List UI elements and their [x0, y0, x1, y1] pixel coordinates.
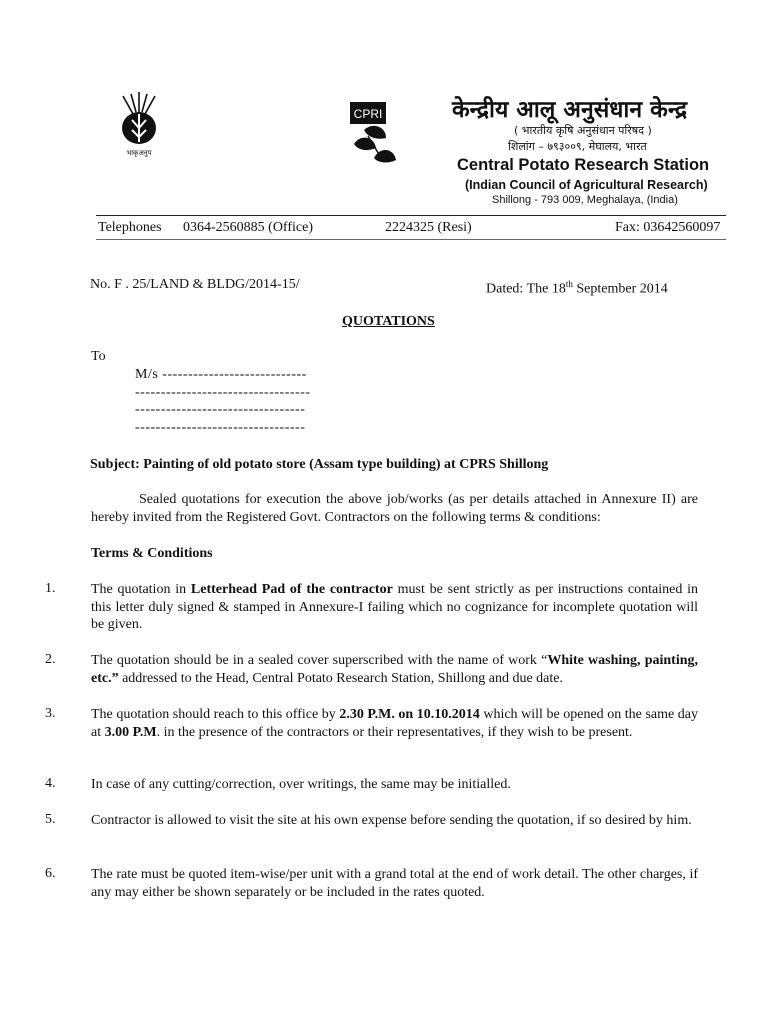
- letter-date: Dated: The 18th September 2014: [486, 279, 668, 297]
- reference-number: No. F . 25/LAND & BLDG/2014-15/: [90, 277, 300, 292]
- icar-logo-caption: भाकृअनुप: [126, 149, 152, 157]
- term-text: Contractor is allowed to visit the site at his own expense before sending the quotation, if so desired by him.: [91, 813, 692, 828]
- term-number: 1.: [45, 581, 56, 596]
- header-rule-bottom: [96, 239, 726, 240]
- subject-line: Subject: Painting of old potato store (Assam type building) at CPRS Shillong: [90, 457, 549, 472]
- intro-paragraph: Sealed quotations for execution the above job/works (as per details attached in Annexure II) are hereby invited from the Registered Govt. Contractors on the following terms & conditions:: [91, 492, 698, 525]
- hindi-address: शिलांग – ७९३००९, मेघालय, भारत: [508, 140, 647, 153]
- icar-logo: [103, 92, 175, 164]
- term-text: The quotation should be in a sealed cover superscribed with the name of work “White washing, painting, etc.” addressed to the Head, Central Potato Research Station, Shillong and due date.: [91, 653, 699, 686]
- terms-heading: Terms & Conditions: [91, 546, 213, 561]
- hindi-title: केन्द्रीय आलू अनुसंधान केन्द्र: [452, 97, 688, 123]
- cpri-logo-text: CPRI: [353, 107, 383, 121]
- term-text: The rate must be quoted item-wise/per unit with a grand total at the end of work detail. The other charges, if any may either be shown separately or be included in the rates quoted.: [91, 867, 698, 900]
- cpri-logo: [346, 100, 408, 168]
- page-heading: QUOTATIONS: [342, 314, 435, 329]
- station-subtitle: (Indian Council of Agricultural Research): [465, 178, 708, 192]
- term-text: The quotation in Letterhead Pad of the contractor must be sent strictly as per instructions contained in this letter duly signed & stamped in Annexure-I failing which no cognizance for incomplete quotation will be given.: [91, 582, 698, 632]
- term-number: 2.: [45, 652, 56, 667]
- to-label: To: [91, 349, 106, 364]
- telephones-label: Telephones: [98, 220, 162, 235]
- term-text: The quotation should reach to this office by 2.30 P.M. on 10.10.2014 which will be opened on the same day at 3.00 P.M. in the presence of the contractors or their representatives, if they wish to be present.: [91, 707, 699, 740]
- office-phone: 0364-2560885 (Office): [183, 220, 313, 235]
- address-line: ----------------------------------: [135, 385, 311, 400]
- hindi-subtitle: ( भारतीय कृषि अनुसंधान परिषद ): [514, 124, 652, 137]
- resi-phone: 2224325 (Resi): [385, 220, 472, 235]
- address-line: M/s ----------------------------: [135, 367, 307, 382]
- address-line: ---------------------------------: [135, 402, 306, 417]
- term-number: 6.: [45, 866, 56, 881]
- fax-number: Fax: 03642560097: [615, 220, 721, 235]
- header-rule-top: [96, 215, 726, 216]
- term-number: 3.: [45, 706, 56, 721]
- address-line: ---------------------------------: [135, 420, 306, 435]
- term-number: 4.: [45, 776, 56, 791]
- term-number: 5.: [45, 812, 56, 827]
- station-title: Central Potato Research Station: [457, 156, 710, 174]
- term-text: In case of any cutting/correction, over writings, the same may be initialled.: [91, 777, 511, 792]
- station-address: Shillong - 793 009, Meghalaya, (India): [492, 194, 678, 206]
